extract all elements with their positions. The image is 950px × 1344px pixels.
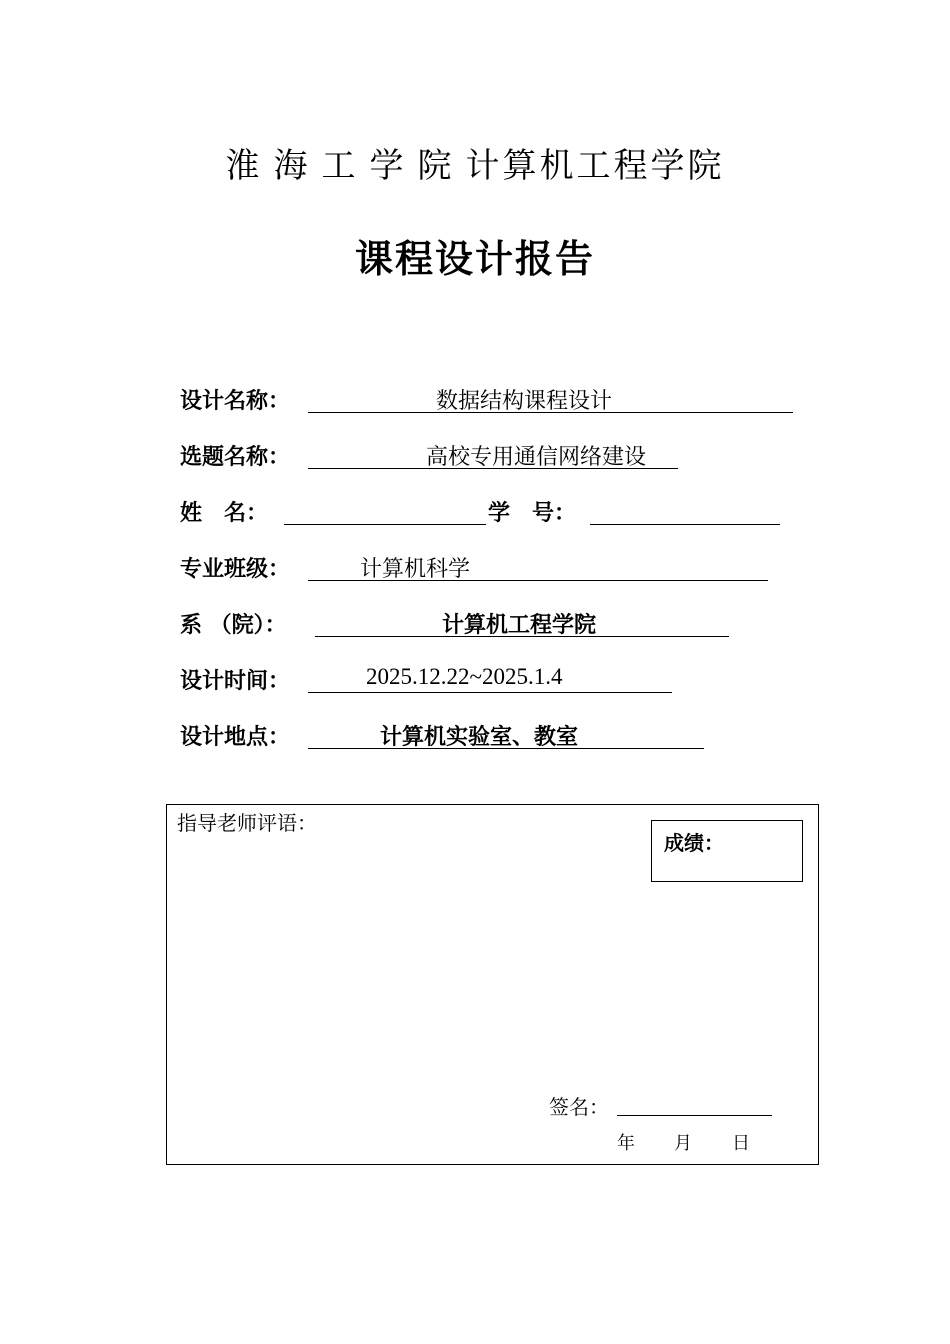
dept-label: 系 （院）： xyxy=(180,613,287,638)
student-id-line[interactable] xyxy=(590,496,780,525)
date-day: 日 xyxy=(732,1133,750,1154)
date-month: 月 xyxy=(674,1133,692,1154)
school-name-part1: 淮海工学院 xyxy=(225,146,466,186)
time-row xyxy=(180,664,800,694)
date-year: 年 xyxy=(617,1133,635,1154)
major-label: 专业班级： xyxy=(180,557,291,582)
dept-value: 计算机工程学院 xyxy=(442,613,597,638)
name-id-row xyxy=(180,496,800,526)
design-name-row xyxy=(180,384,800,414)
report-title: 课程设计报告 xyxy=(354,237,595,281)
topic-row xyxy=(180,440,800,470)
signature-label: 签名： xyxy=(549,1095,609,1119)
comment-label: 指导老师评语： xyxy=(177,811,317,835)
time-label: 设计时间： xyxy=(180,669,291,694)
topic-value: 高校专用通信网络建设 xyxy=(426,445,647,470)
signature-line[interactable] xyxy=(617,1093,772,1116)
evaluation-box xyxy=(166,804,819,1165)
time-value: 2025.12.22~2025.1.4 xyxy=(366,664,563,689)
place-value: 计算机实验室、教室 xyxy=(380,725,579,750)
school-name-part2: 计算机工程学院 xyxy=(465,146,725,186)
name-line[interactable] xyxy=(284,496,486,525)
topic-label: 选题名称： xyxy=(180,445,291,470)
score-box[interactable] xyxy=(651,820,803,882)
name-label: 姓 名： xyxy=(180,501,269,526)
score-label: 成绩： xyxy=(664,831,724,855)
dept-row xyxy=(180,608,800,638)
place-label: 设计地点： xyxy=(180,725,291,750)
student-id-label: 学 号： xyxy=(488,501,577,526)
major-value: 计算机科学 xyxy=(360,557,471,582)
place-row xyxy=(180,720,800,750)
design-name-value: 数据结构课程设计 xyxy=(436,389,613,414)
major-row xyxy=(180,552,800,582)
design-name-label: 设计名称： xyxy=(180,389,291,414)
school-name xyxy=(0,138,950,187)
